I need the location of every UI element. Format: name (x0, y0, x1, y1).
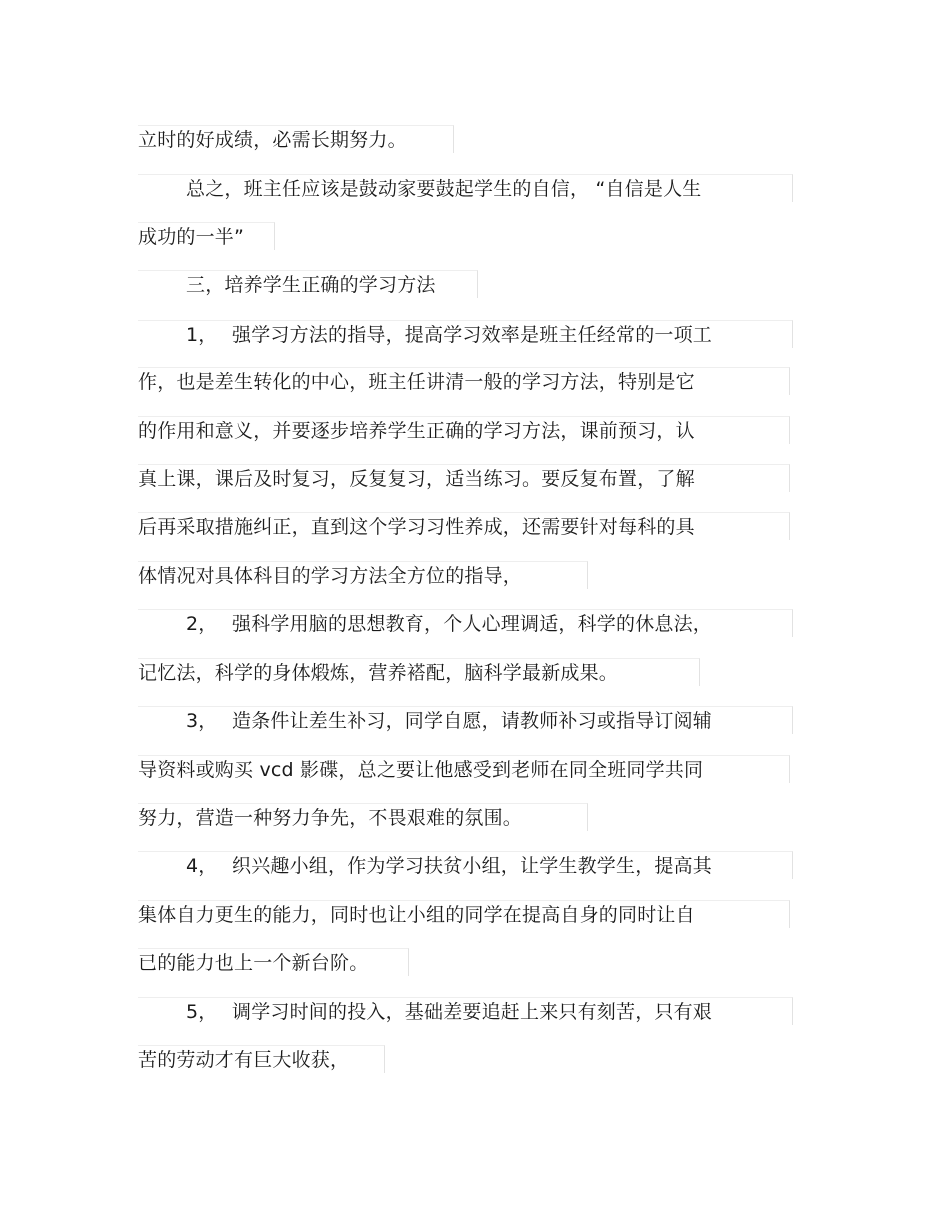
list-item-2-line: 2， 强科学用脑的思想教育，个人心理调适，科学的休息法， (138, 609, 793, 637)
text-line: 已的能力也上一个新台阶。 (138, 948, 409, 976)
text-line: 作，也是差生转化的中心，班主任讲清一般的学习方法，特别是它 (138, 367, 790, 395)
item-number: 5， (186, 1001, 218, 1023)
item-number: 4， (186, 855, 218, 877)
item-number: 1， (186, 324, 218, 346)
text-line: 立时的好成绩，必需长期努力。 (138, 125, 454, 153)
list-item-3-line: 3， 造条件让差生补习，同学自愿，请教师补习或指导订阅辅 (138, 706, 793, 734)
list-item-1-line: 1， 强学习方法的指导，提高学习效率是班主任经常的一项工 (138, 320, 793, 348)
text-line: 苦的劳动才有巨大收获， (138, 1045, 385, 1073)
section-heading: 三，培养学生正确的学习方法 (138, 270, 478, 298)
list-item-4-line: 4， 织兴趣小组，作为学习扶贫小组，让学生教学生，提高其 (138, 851, 793, 879)
text-line: 记忆法，科学的身体煅炼，营养褡配，脑科学最新成果。 (138, 658, 700, 686)
text-line: 后再采取措施纠正，直到这个学习习性养成，还需要针对每科的具 (138, 512, 790, 540)
text-line: 导资料或购买 vcd 影碟，总之要让他感受到老师在同全班同学共同 (138, 755, 790, 783)
text-line: 总之，班主任应该是鼓动家要鼓起学生的自信， “自信是人生 (138, 174, 793, 202)
text-line: 体情况对具体科目的学习方法全方位的指导， (138, 561, 588, 589)
text-line: 真上课，课后及时复习，反复复习，适当练习。要反复布置，了解 (138, 464, 790, 492)
item-number: 3， (186, 710, 218, 732)
text-line: 的作用和意义，并要逐步培养学生正确的学习方法，课前预习，认 (138, 416, 790, 444)
item-number: 2， (186, 613, 218, 635)
list-item-5-line: 5， 调学习时间的投入，基础差要追赶上来只有刻苦，只有艰 (138, 997, 793, 1025)
text-line: 集体自力更生的能力，同时也让小组的同学在提高自身的同时让自 (138, 900, 790, 928)
text-line: 成功的一半” (138, 222, 275, 250)
text-line: 努力，营造一种努力争先，不畏艰难的氛围。 (138, 803, 588, 831)
